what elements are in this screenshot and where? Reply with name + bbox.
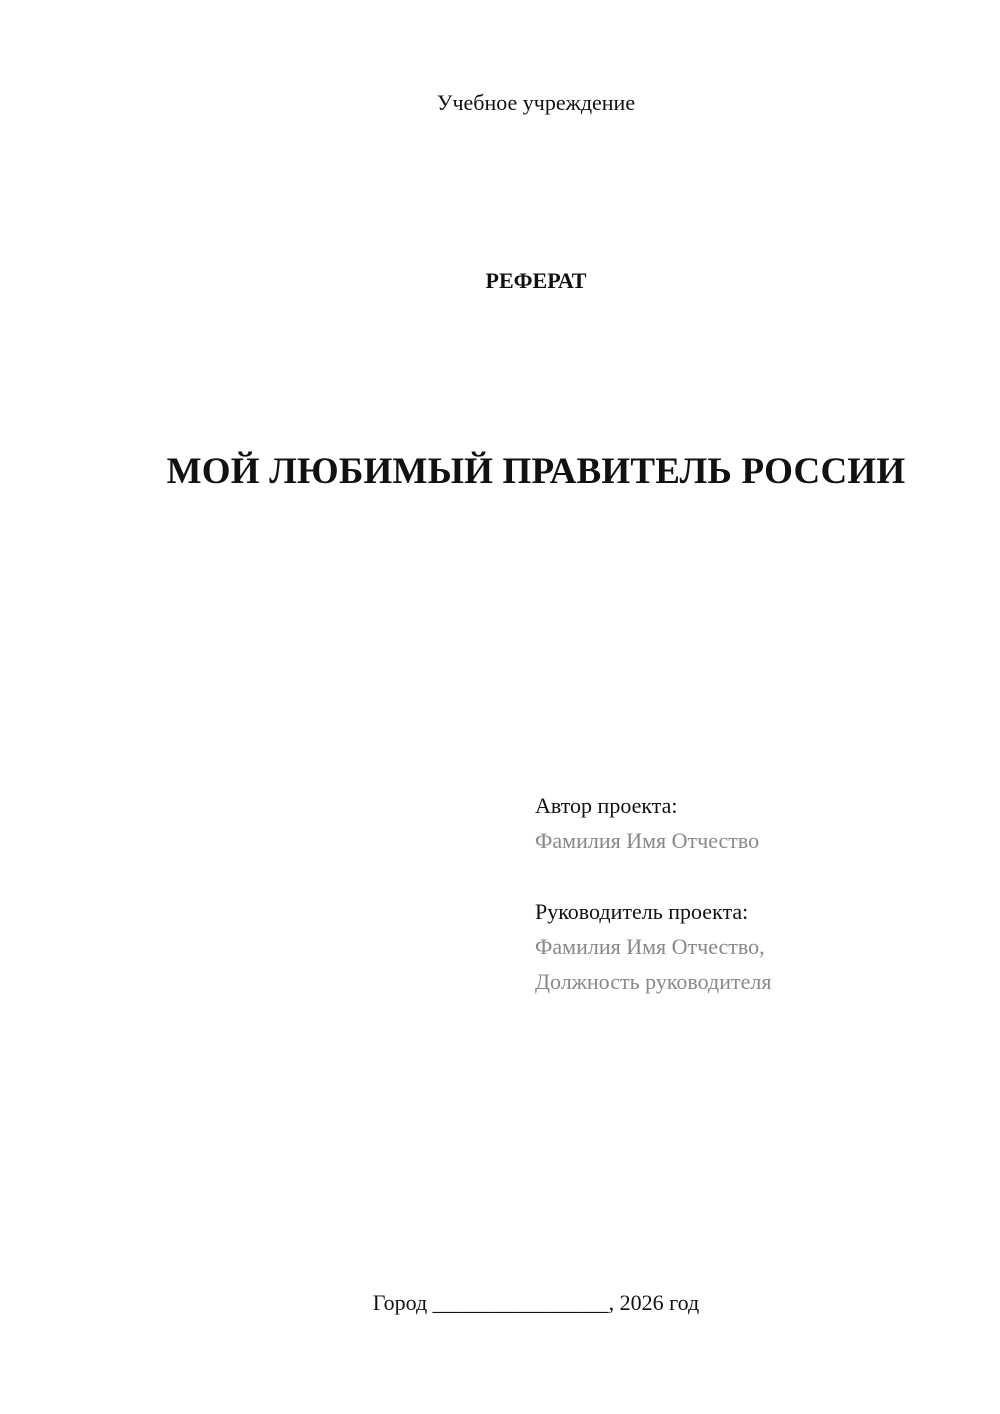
supervisor-position: Должность руководителя bbox=[535, 969, 772, 994]
author-name: Фамилия Имя Отчество bbox=[535, 828, 760, 853]
document-title: МОЙ ЛЮБИМЫЙ ПРАВИТЕЛЬ РОССИИ bbox=[166, 451, 906, 492]
document-type: РЕФЕРАТ bbox=[485, 268, 587, 293]
project-info-block bbox=[535, 788, 975, 999]
city-year-footer: Город ________________, 2026 год bbox=[372, 1290, 700, 1315]
supervisor-name: Фамилия Имя Отчество, bbox=[535, 934, 765, 959]
supervisor-label: Руководитель проекта: bbox=[535, 899, 749, 924]
spacer bbox=[535, 858, 975, 894]
author-label: Автор проекта: bbox=[535, 793, 678, 818]
institution-name: Учебное учреждение bbox=[436, 90, 636, 115]
